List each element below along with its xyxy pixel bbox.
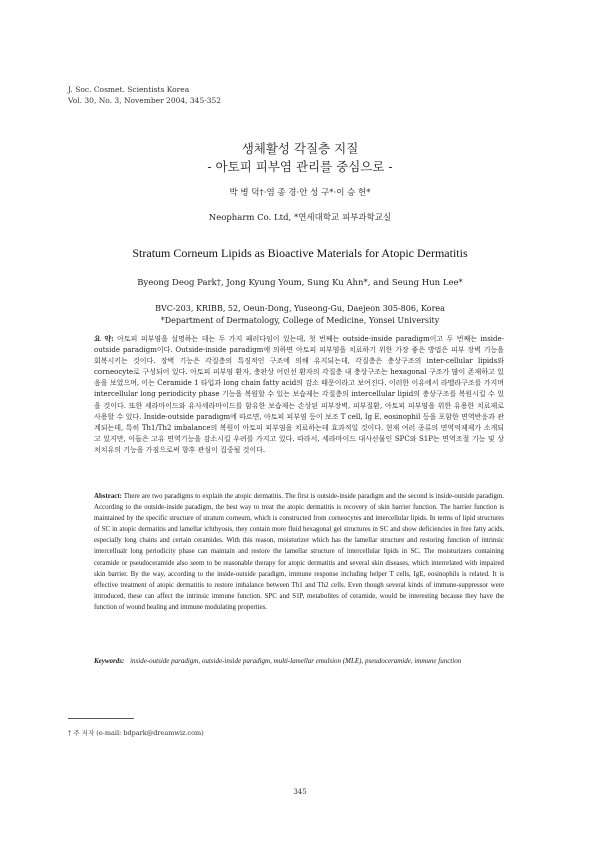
affiliation-department: *Department of Dermatology, College of Medicine, Yonsei University — [160, 316, 440, 325]
page-number: 345 — [293, 788, 307, 796]
journal-name: J. Soc. Cosmet. Scientists Korea — [68, 85, 190, 94]
korean-affiliation: Neopharm Co. Ltd, *연세대학교 피부과학교실 — [208, 213, 392, 223]
abstract-text: There are two paradigms to explain the atopic dermatitis. The first is outside-inside paradigm and the second is inside-outside paradigm. According to the outside-inside paradigm, the best way to treat the atopic dermatitis is recovery of skin barrier function. The barrier function is maintained by the specific structure of stratum corneum, which is constructed from corneocytes and intercellular lipids. In terms of lipid structures of SC in atopic dermatitis and lamellar ichthyosis, they contain more fluid hexagonal gel structures in SC and show deficiencies in free fatty acids, especially long chains and certain ceramides. With this reason, moisturizer which has the lamellar structure and restoring function of intrinsic intercellualr long periodicity phase can maintain and restore the lamellar structure of intercellular lipids in SC. The moisturizers containing ceramide or pseudoceramide also seem to be reasonable therapy for atopic dermatitis and several skin diseases, which interrelated with impaired skin barrier. By the way, according to the inside-outside paradigm, immune response including helper T cells, IgE, eosinophils is related. It is effective treatment of atopic dermatitis to restore imbalance between Th1 and Th2 cells. Even though several kinds of immune-suppressor were introduced, these can affect the intrinsic immune function. SPC and S1P, metabolites of ceramide, would be interesting because they have the function of wound healing and immune modulating properties. — [94, 493, 504, 611]
abstract-label: Abstract: — [94, 493, 122, 500]
affiliation-address: BVC-203, KRIBB, 52, Oeun-Dong, Yuseong-Gu, Daejeon 305-806, Korea — [155, 304, 445, 313]
korean-title-line1: 생체활성 각질층 지질 — [241, 141, 359, 156]
english-authors: Byeong Deog Park†, Jong Kyung Youm, Sung Ku Ahn*, and Seung Hun Lee* — [137, 278, 463, 288]
english-abstract — [94, 491, 504, 613]
journal-volume: Vol. 30, No. 3, November 2004, 345-352 — [68, 96, 222, 105]
keywords — [94, 656, 504, 667]
journal-citation — [68, 84, 221, 106]
korean-abstract-label: 요 약: — [94, 334, 114, 343]
korean-abstract-text: 아토피 피부염을 설명하는 데는 두 가지 패러다임이 있는데, 첫 번째는 outside-inside paradigm이고 두 번째는 inside-outside paradigm이다. Outside-inside paradigm에 의하면 아토피 피부염을 치료하기 위한 가장 좋은 방법은 피부 장벽 기능을 회복시키는 것이다. 장벽 기능은 각질층의 특징적인 구조에 의해 유지되는데, 각질층은 충상구조의 inter-cellular lipids와 corneocyte로 구성되어 있다. 아토피 피부염 환자, 충판상 어린선 환자의 각질층 내 충상구조는 hexagonal 구조가 많이 존재하고 있음을 보였으며, 이는 Ceramide 1 타입과 long chain fatty acid의 감소 때문이라고 보여진다. 이러한 이유에서 라멜라구조를 가지며 intercellular long periodicity phase 기능을 복원할 수 있는 보습제는 각질층의 intercellular lipid의 충상구조를 복원시킬 수 있을 것이다. 또한 세라마이드와 유사세라마이드를 함유한 보습제는 손상된 피부장벽, 피부질환, 아토피 피부염을 위한 유용한 치료제로 사용할 수 있다. Inside-outside paradigm에 따르면, 아토피 피부염 등이 보조 T cell, Ig E, eosinophil 등을 포함한 면역반응과 관계되는데, 특히 Th1/Th2 imbalance의 복원이 아토피 피부염을 치료하는데 효과적일 것이다. 현재 여러 종류의 면역억제제가 소개되고 있지만, 이들은 고유 면역기능을 감소시킬 우려를 가지고 있다. 따라서, 세라마이드 대사산물인 SPC와 S1P는 면역조절 기능 및 상처치유의 기능을 가짐으로써 향후 관심이 집중될 것이다. — [94, 335, 505, 454]
keywords-text: inside-outside paradigm, outside-inside paradigm, multi-lamellar emulsion (MLE), pseudoceramide, immune function — [130, 657, 462, 665]
english-title: Stratum Corneum Lipids as Bioactive Materials for Atopic Dermatitis — [132, 246, 468, 260]
korean-abstract — [94, 333, 504, 456]
english-affiliation — [0, 303, 600, 327]
korean-title-line2: - 아토피 피부염 관리를 중심으로 - — [207, 159, 393, 174]
footnote-divider — [68, 718, 134, 719]
keywords-label: Keywords: — [94, 657, 125, 665]
footnote: † 주 저자 (e-mail: bdpark@dreamwiz.com) — [68, 729, 204, 737]
korean-authors: 박 병 덕†·염 종 경·안 성 구*·이 승 헌* — [229, 188, 371, 198]
